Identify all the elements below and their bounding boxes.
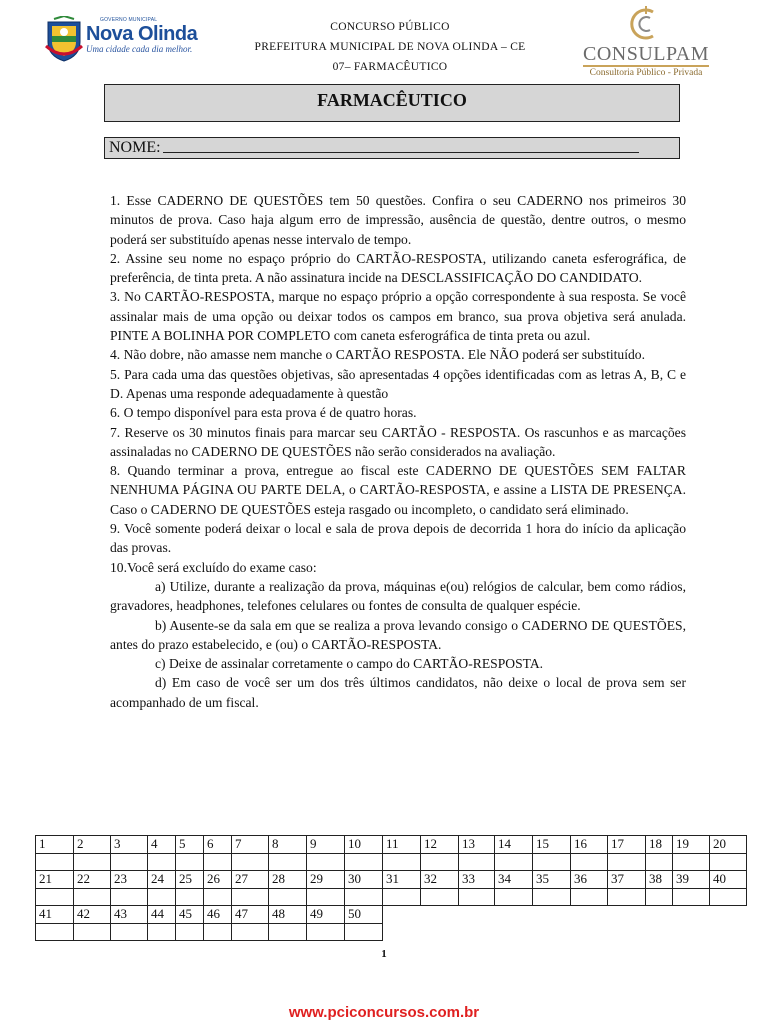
- question-number-cell: 26: [204, 871, 232, 889]
- answer-cell[interactable]: [710, 888, 747, 906]
- sub-instruction-item: b) Ausente-se da sala em que se realiza a prova levando consigo o CADERNO DE QUESTÕES, antes do prazo estabelecido, e (ou) o CARTÃO-RESPOSTA.: [110, 617, 686, 652]
- answer-cell[interactable]: [232, 923, 269, 941]
- empty-cell: [673, 906, 710, 924]
- empty-cell: [495, 906, 533, 924]
- question-number-cell: 14: [495, 836, 533, 854]
- question-number-cell: 42: [74, 906, 111, 924]
- question-number-cell: 33: [459, 871, 495, 889]
- instruction-item: 1. Esse CADERNO DE QUESTÕES tem 50 questões. Confira o seu CADERNO nos primeiros 30 minutos de prova. Caso haja algum erro de impressão, ausência de questão, dentre outros, o mesmo poderá ser substituído apenas nesse intervalo de tempo.: [110, 193, 686, 247]
- header-text: [180, 17, 600, 77]
- answer-cell[interactable]: [269, 853, 307, 871]
- empty-cell: [608, 923, 646, 941]
- answer-cell[interactable]: [345, 888, 383, 906]
- question-number-cell: 31: [383, 871, 421, 889]
- answer-number-row: [36, 836, 747, 854]
- question-number-cell: 5: [176, 836, 204, 854]
- question-number-cell: 37: [608, 871, 646, 889]
- question-number-cell: 20: [710, 836, 747, 854]
- question-number-cell: 18: [646, 836, 673, 854]
- answer-cell[interactable]: [646, 888, 673, 906]
- question-number-cell: 21: [36, 871, 74, 889]
- empty-cell: [673, 923, 710, 941]
- answer-cell[interactable]: [421, 888, 459, 906]
- answer-cell[interactable]: [111, 853, 148, 871]
- answer-cell[interactable]: [608, 853, 646, 871]
- answer-cell[interactable]: [111, 888, 148, 906]
- question-number-cell: 24: [148, 871, 176, 889]
- instruction-item: 3. No CARTÃO-RESPOSTA, marque no espaço próprio a opção correspondente à sua resposta. Se você assinalar mais de uma opção ou deixar todos os campos em branco, sua prova objetiva será anulada. PINTE A BOLINHA POR COMPLETO com caneta esferográfica de tinta preta ou azul.: [110, 289, 686, 344]
- empty-cell: [421, 923, 459, 941]
- answer-cell[interactable]: [74, 853, 111, 871]
- question-number-cell: 28: [269, 871, 307, 889]
- question-number-cell: 41: [36, 906, 74, 924]
- question-number-cell: 36: [571, 871, 608, 889]
- brand-top-label: GOVERNO MUNICIPAL: [100, 17, 158, 23]
- empty-cell: [383, 906, 421, 924]
- question-number-cell: 19: [673, 836, 710, 854]
- answer-cell[interactable]: [269, 923, 307, 941]
- answer-cell[interactable]: [204, 888, 232, 906]
- empty-cell: [495, 923, 533, 941]
- empty-cell: [459, 906, 495, 924]
- header-line-prefecture: PREFEITURA MUNICIPAL DE NOVA OLINDA – CE: [254, 41, 526, 53]
- question-number-cell: 6: [204, 836, 232, 854]
- consulpam-logo: [580, 4, 712, 80]
- answer-cell[interactable]: [459, 888, 495, 906]
- answer-cell[interactable]: [710, 853, 747, 871]
- question-number-cell: 50: [345, 906, 383, 924]
- footer-url[interactable]: www.pciconcursos.com.br: [288, 1004, 480, 1021]
- question-number-cell: 35: [533, 871, 571, 889]
- question-number-cell: 23: [111, 871, 148, 889]
- header-line-contest: CONCURSO PÚBLICO: [330, 21, 450, 33]
- answer-cell[interactable]: [383, 888, 421, 906]
- instruction-item: 5. Para cada uma das questões objetivas, são apresentadas 4 opções identificadas com as letras A, B, C e D. Apenas uma responde adequadamente à questão: [110, 366, 686, 401]
- empty-cell: [571, 906, 608, 924]
- answer-cell[interactable]: [176, 853, 204, 871]
- answer-cell[interactable]: [269, 888, 307, 906]
- consulpam-subtitle: Consultoria Público - Privada: [589, 68, 703, 78]
- instruction-item: 8. Quando terminar a prova, entregue ao fiscal este CADERNO DE QUESTÕES SEM FALTAR NENHUMA PÁGINA OU PARTE DELA, o CARTÃO-RESPOSTA, e assine a LISTA DE PRESENÇA. Caso o CADERNO DE QUESTÕES esteja rasgado ou incompleto, o candidato será eliminado.: [110, 463, 686, 517]
- name-field[interactable]: [104, 137, 680, 159]
- consulpam-mark-icon: [626, 4, 666, 44]
- consulpam-name: CONSULPAM: [582, 43, 710, 65]
- question-number-cell: 43: [111, 906, 148, 924]
- answer-cell[interactable]: [383, 853, 421, 871]
- question-number-cell: 1: [36, 836, 74, 854]
- empty-cell: [710, 906, 747, 924]
- instruction-item: 6. O tempo disponível para esta prova é de quatro horas.: [110, 405, 417, 421]
- empty-cell: [571, 923, 608, 941]
- answer-cell[interactable]: [307, 923, 345, 941]
- sub-instruction-item: a) Utilize, durante a realização da prova, máquinas e(ou) relógios de calcular, bem como rádios, gravadores, headphones, telefones celulares ou fontes de consulta de qualquer espécie.: [110, 578, 686, 614]
- answer-cell[interactable]: [36, 853, 74, 871]
- question-number-cell: 12: [421, 836, 459, 854]
- empty-cell: [646, 923, 673, 941]
- brand-slogan: Uma cidade cada dia melhor.: [86, 44, 193, 54]
- answer-cell[interactable]: [148, 853, 176, 871]
- consulpam-rule: [583, 65, 709, 67]
- answer-cell[interactable]: [421, 853, 459, 871]
- empty-cell: [421, 906, 459, 924]
- question-number-cell: 2: [74, 836, 111, 854]
- municipal-seal-icon: [44, 16, 84, 62]
- instruction-item: 9. Você somente poderá deixar o local e sala de prova depois de decorrida 1 hora do início da aplicação das provas.: [110, 521, 686, 556]
- answer-cell[interactable]: [345, 923, 383, 941]
- question-number-cell: 10: [345, 836, 383, 854]
- empty-cell: [533, 906, 571, 924]
- question-number-cell: 9: [307, 836, 345, 854]
- question-number-cell: 22: [74, 871, 111, 889]
- answer-cell[interactable]: [533, 853, 571, 871]
- answer-number-row: [36, 871, 747, 889]
- empty-cell: [533, 923, 571, 941]
- header-line-role: 07– FARMACÊUTICO: [332, 61, 448, 73]
- sub-instruction-item: c) Deixe de assinalar corretamente o campo do CARTÃO-RESPOSTA.: [155, 656, 544, 672]
- empty-cell: [459, 923, 495, 941]
- question-number-cell: 13: [459, 836, 495, 854]
- question-number-cell: 39: [673, 871, 710, 889]
- instruction-item: 2. Assine seu nome no espaço próprio do CARTÃO-RESPOSTA, utilizando caneta esferográfica, de preferência, de tinta preta. A não assinatura incide na DESCLASSIFICAÇÃO DO CANDIDATO.: [110, 250, 686, 286]
- empty-cell: [710, 923, 747, 941]
- answer-cell[interactable]: [74, 888, 111, 906]
- answer-cell[interactable]: [608, 888, 646, 906]
- answer-cell[interactable]: [495, 888, 533, 906]
- answer-cell[interactable]: [646, 853, 673, 871]
- empty-cell: [608, 906, 646, 924]
- page-number: 1: [381, 948, 387, 960]
- question-number-cell: 29: [307, 871, 345, 889]
- question-number-cell: 47: [232, 906, 269, 924]
- answer-cell[interactable]: [204, 853, 232, 871]
- question-number-cell: 4: [148, 836, 176, 854]
- answer-cell[interactable]: [148, 888, 176, 906]
- page-title: FARMACÊUTICO: [104, 84, 680, 122]
- answer-cell[interactable]: [533, 888, 571, 906]
- question-number-cell: 48: [269, 906, 307, 924]
- answer-cell[interactable]: [176, 888, 204, 906]
- answer-cell[interactable]: [307, 853, 345, 871]
- question-number-cell: 44: [148, 906, 176, 924]
- question-number-cell: 25: [176, 871, 204, 889]
- answer-cell[interactable]: [673, 853, 710, 871]
- brand-name: Nova Olinda: [86, 23, 198, 45]
- question-number-cell: 40: [710, 871, 747, 889]
- question-number-cell: 49: [307, 906, 345, 924]
- answer-cell[interactable]: [204, 923, 232, 941]
- answer-cell[interactable]: [111, 923, 148, 941]
- answer-cell[interactable]: [307, 888, 345, 906]
- answer-number-row: [36, 906, 747, 924]
- question-number-cell: 27: [232, 871, 269, 889]
- answer-cell[interactable]: [345, 853, 383, 871]
- empty-cell: [383, 923, 421, 941]
- question-number-cell: 45: [176, 906, 204, 924]
- question-number-cell: 30: [345, 871, 383, 889]
- question-number-cell: 11: [383, 836, 421, 854]
- question-number-cell: 38: [646, 871, 673, 889]
- question-number-cell: 8: [269, 836, 307, 854]
- answer-cell[interactable]: [232, 853, 269, 871]
- answer-cell[interactable]: [176, 923, 204, 941]
- question-number-cell: 16: [571, 836, 608, 854]
- instruction-item: 7. Reserve os 30 minutos finais para marcar seu CARTÃO - RESPOSTA. Os rascunhos e as marcações assinaladas no CADERNO DE QUESTÕES não serão considerados na avaliação.: [110, 424, 686, 459]
- answer-blank-row: [36, 888, 747, 906]
- question-number-cell: 34: [495, 871, 533, 889]
- answer-cell[interactable]: [459, 853, 495, 871]
- question-number-cell: 15: [533, 836, 571, 854]
- question-number-cell: 17: [608, 836, 646, 854]
- instruction-item: 10.Você será excluído do exame caso:: [110, 559, 317, 575]
- answer-cell[interactable]: [571, 853, 608, 871]
- name-label: NOME:: [109, 139, 161, 156]
- instructions: [110, 191, 686, 712]
- answer-grid: [35, 835, 747, 941]
- empty-cell: [646, 906, 673, 924]
- instruction-item: 4. Não dobre, não amasse nem manche o CARTÃO RESPOSTA. Ele NÃO poderá ser substituído.: [110, 347, 645, 363]
- answer-cell[interactable]: [571, 888, 608, 906]
- question-number-cell: 32: [421, 871, 459, 889]
- question-number-cell: 3: [111, 836, 148, 854]
- sub-instruction-item: d) Em caso de você ser um dos três últimos candidatos, não deixe o local de prova sem ser acompanhado de um fiscal.: [110, 675, 686, 710]
- answer-cell[interactable]: [74, 923, 111, 941]
- question-number-cell: 46: [204, 906, 232, 924]
- name-line[interactable]: [163, 139, 639, 153]
- answer-cell[interactable]: [673, 888, 710, 906]
- answer-blank-row: [36, 923, 747, 941]
- question-number-cell: 7: [232, 836, 269, 854]
- answer-cell[interactable]: [36, 923, 74, 941]
- answer-cell[interactable]: [232, 888, 269, 906]
- answer-cell[interactable]: [36, 888, 74, 906]
- answer-blank-row: [36, 853, 747, 871]
- answer-cell[interactable]: [148, 923, 176, 941]
- answer-cell[interactable]: [495, 853, 533, 871]
